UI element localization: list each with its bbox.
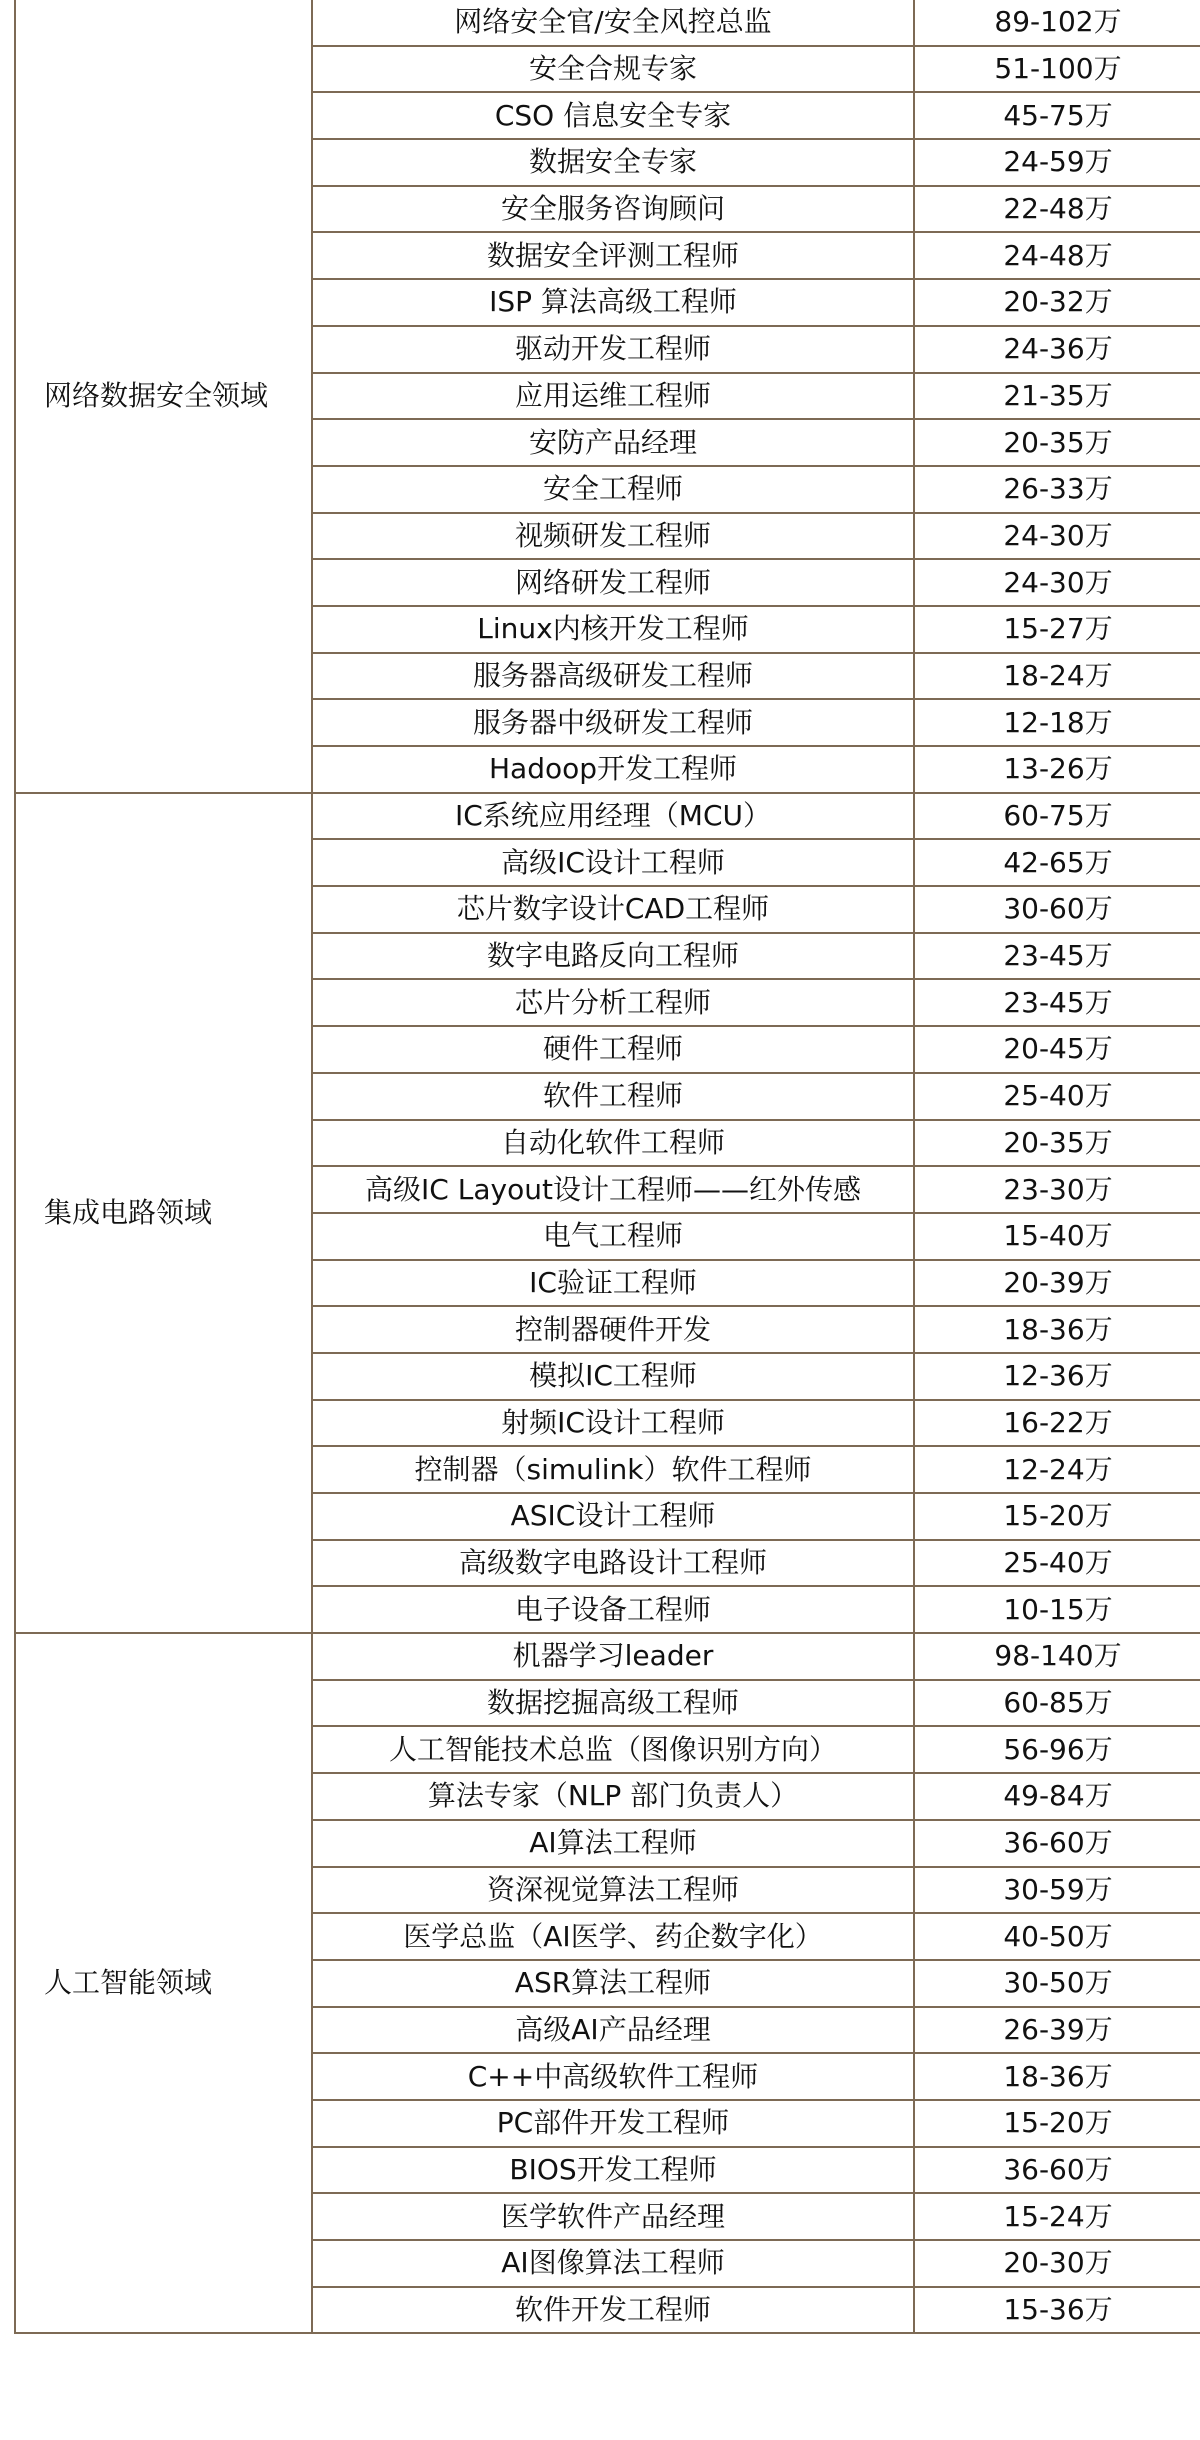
salary-cell: 24-30万 [914, 513, 1200, 560]
salary-cell: 12-36万 [914, 1353, 1200, 1400]
job-title-cell: 高级AI产品经理 [312, 2007, 914, 2054]
job-title-cell: IC验证工程师 [312, 1260, 914, 1307]
salary-cell: 36-60万 [914, 1820, 1200, 1867]
salary-cell: 24-30万 [914, 559, 1200, 606]
salary-cell: 22-48万 [914, 186, 1200, 233]
salary-cell: 13-26万 [914, 746, 1200, 793]
domain-cell: 网络数据安全领域 [15, 0, 312, 793]
job-title-cell: 电气工程师 [312, 1213, 914, 1260]
salary-cell: 60-85万 [914, 1680, 1200, 1727]
job-title-cell: ASIC设计工程师 [312, 1493, 914, 1540]
job-title-cell: 高级IC Layout设计工程师——红外传感 [312, 1166, 914, 1213]
salary-table-body [15, 0, 1200, 2333]
salary-cell: 15-40万 [914, 1213, 1200, 1260]
salary-cell: 15-20万 [914, 1493, 1200, 1540]
salary-cell: 16-22万 [914, 1400, 1200, 1447]
job-title-cell: 驱动开发工程师 [312, 326, 914, 373]
salary-cell: 12-18万 [914, 699, 1200, 746]
job-title-cell: 控制器硬件开发 [312, 1306, 914, 1353]
job-title-cell: CSO 信息安全专家 [312, 92, 914, 139]
job-title-cell: 数据挖掘高级工程师 [312, 1680, 914, 1727]
job-title-cell: 应用运维工程师 [312, 373, 914, 420]
job-title-cell: 安防产品经理 [312, 419, 914, 466]
salary-cell: 21-35万 [914, 373, 1200, 420]
salary-cell: 20-35万 [914, 1120, 1200, 1167]
job-title-cell: 高级数字电路设计工程师 [312, 1540, 914, 1587]
job-title-cell: 电子设备工程师 [312, 1586, 914, 1633]
salary-cell: 15-24万 [914, 2193, 1200, 2240]
salary-cell: 23-45万 [914, 933, 1200, 980]
job-title-cell: 机器学习leader [312, 1633, 914, 1680]
job-title-cell: 网络研发工程师 [312, 559, 914, 606]
salary-table [14, 0, 1200, 2334]
salary-cell: 56-96万 [914, 1726, 1200, 1773]
job-title-cell: 服务器中级研发工程师 [312, 699, 914, 746]
salary-cell: 24-48万 [914, 232, 1200, 279]
salary-cell: 18-24万 [914, 653, 1200, 700]
salary-cell: 42-65万 [914, 839, 1200, 886]
job-title-cell: 高级IC设计工程师 [312, 839, 914, 886]
job-title-cell: 硬件工程师 [312, 1026, 914, 1073]
salary-cell: 26-39万 [914, 2007, 1200, 2054]
salary-cell: 20-30万 [914, 2240, 1200, 2287]
job-title-cell: AI算法工程师 [312, 1820, 914, 1867]
salary-cell: 15-36万 [914, 2287, 1200, 2334]
job-title-cell: 软件工程师 [312, 1073, 914, 1120]
salary-cell: 89-102万 [914, 0, 1200, 46]
job-title-cell: 自动化软件工程师 [312, 1120, 914, 1167]
salary-cell: 15-20万 [914, 2100, 1200, 2147]
salary-cell: 36-60万 [914, 2147, 1200, 2194]
salary-cell: 26-33万 [914, 466, 1200, 513]
salary-cell: 40-50万 [914, 1913, 1200, 1960]
job-title-cell: 芯片分析工程师 [312, 979, 914, 1026]
job-title-cell: 资深视觉算法工程师 [312, 1867, 914, 1914]
salary-cell: 20-45万 [914, 1026, 1200, 1073]
salary-cell: 10-15万 [914, 1586, 1200, 1633]
job-title-cell: 医学软件产品经理 [312, 2193, 914, 2240]
salary-cell: 23-45万 [914, 979, 1200, 1026]
domain-cell: 集成电路领域 [15, 793, 312, 1633]
table-row [15, 1633, 1200, 1680]
salary-cell: 15-27万 [914, 606, 1200, 653]
job-title-cell: 安全工程师 [312, 466, 914, 513]
job-title-cell: Linux内核开发工程师 [312, 606, 914, 653]
salary-cell: 23-30万 [914, 1166, 1200, 1213]
job-title-cell: ISP 算法高级工程师 [312, 279, 914, 326]
salary-cell: 45-75万 [914, 92, 1200, 139]
job-title-cell: Hadoop开发工程师 [312, 746, 914, 793]
job-title-cell: 数据安全专家 [312, 139, 914, 186]
job-title-cell: 控制器（simulink）软件工程师 [312, 1446, 914, 1493]
salary-cell: 30-59万 [914, 1867, 1200, 1914]
job-title-cell: AI图像算法工程师 [312, 2240, 914, 2287]
job-title-cell: BIOS开发工程师 [312, 2147, 914, 2194]
job-title-cell: 数字电路反向工程师 [312, 933, 914, 980]
job-title-cell: 医学总监（AI医学、药企数字化） [312, 1913, 914, 1960]
job-title-cell: 服务器高级研发工程师 [312, 653, 914, 700]
salary-cell: 20-32万 [914, 279, 1200, 326]
salary-cell: 30-60万 [914, 886, 1200, 933]
salary-cell: 18-36万 [914, 2053, 1200, 2100]
job-title-cell: 算法专家（NLP 部门负责人） [312, 1773, 914, 1820]
job-title-cell: 芯片数字设计CAD工程师 [312, 886, 914, 933]
salary-cell: 30-50万 [914, 1960, 1200, 2007]
table-row [15, 0, 1200, 46]
table-row [15, 793, 1200, 840]
salary-cell: 24-36万 [914, 326, 1200, 373]
salary-cell: 60-75万 [914, 793, 1200, 840]
salary-cell: 12-24万 [914, 1446, 1200, 1493]
job-title-cell: 安全合规专家 [312, 46, 914, 93]
job-title-cell: 安全服务咨询顾问 [312, 186, 914, 233]
salary-cell: 25-40万 [914, 1540, 1200, 1587]
job-title-cell: PC部件开发工程师 [312, 2100, 914, 2147]
salary-cell: 20-39万 [914, 1260, 1200, 1307]
job-title-cell: 人工智能技术总监（图像识别方向） [312, 1726, 914, 1773]
salary-cell: 18-36万 [914, 1306, 1200, 1353]
job-title-cell: 视频研发工程师 [312, 513, 914, 560]
job-title-cell: C++中高级软件工程师 [312, 2053, 914, 2100]
job-title-cell: 软件开发工程师 [312, 2287, 914, 2334]
job-title-cell: 模拟IC工程师 [312, 1353, 914, 1400]
salary-cell: 25-40万 [914, 1073, 1200, 1120]
job-title-cell: 数据安全评测工程师 [312, 232, 914, 279]
job-title-cell: IC系统应用经理（MCU） [312, 793, 914, 840]
job-title-cell: ASR算法工程师 [312, 1960, 914, 2007]
job-title-cell: 射频IC设计工程师 [312, 1400, 914, 1447]
salary-cell: 51-100万 [914, 46, 1200, 93]
salary-cell: 98-140万 [914, 1633, 1200, 1680]
salary-cell: 24-59万 [914, 139, 1200, 186]
salary-cell: 20-35万 [914, 419, 1200, 466]
domain-cell: 人工智能领域 [15, 1633, 312, 2333]
job-title-cell: 网络安全官/安全风控总监 [312, 0, 914, 46]
salary-cell: 49-84万 [914, 1773, 1200, 1820]
